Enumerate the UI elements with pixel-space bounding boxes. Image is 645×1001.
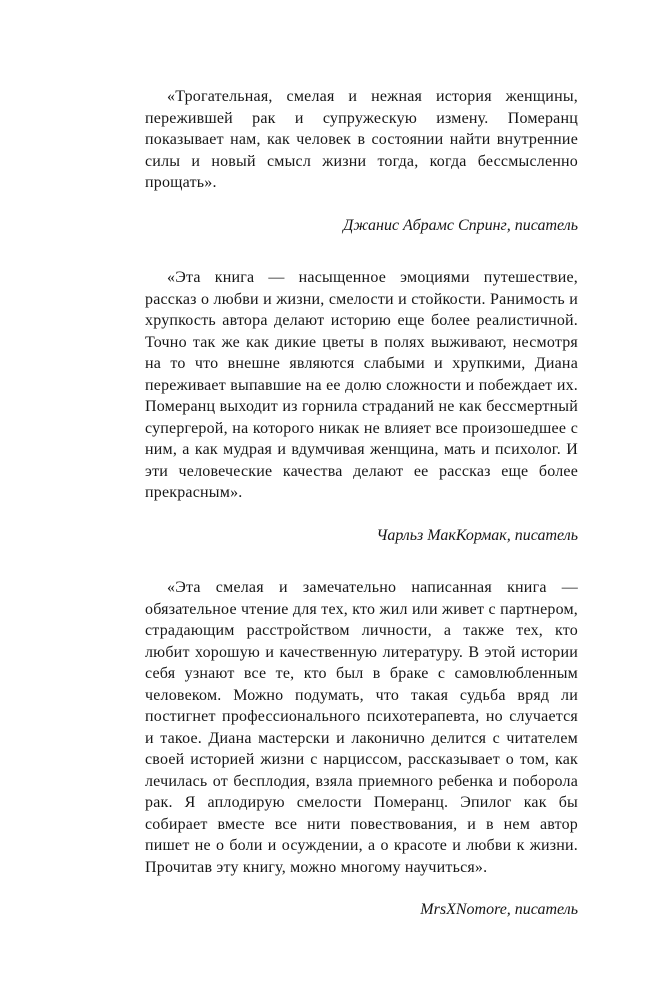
quote-block-3 xyxy=(145,577,578,921)
quote-block-1 xyxy=(145,86,578,236)
quote-attribution: Джанис Абрамс Спринг, писатель xyxy=(343,216,578,234)
quote-attribution: Чарльз МакКормак, писатель xyxy=(376,526,578,544)
quote-text: «Эта книга — насыщенное эмоциями путешествие, рассказ о любви и жизни, смелости и стойкости. Ранимость и хрупкость автора делают историю еще более реалистичной. Точно так же как дикие цветы в полях выживают, несмотря на то что внешне являются слабыми и хрупкими, Диана переживает выпавшие на ее долю сложности и побеждает их. Померанц выходит из горнила страданий не как бессмертный супергерой, на которого никак не влияет все произошедшее с ним, а как мудрая и вдумчивая женщина, мать и психолог. И эти человеческие качества делают ее рассказ еще более прекрасным». xyxy=(145,269,578,501)
quote-text: «Трогательная, смелая и нежная история женщины, пережившей рак и супружескую измену. Померанц показывает нам, как человек в состоянии найти внутренние силы и новый смысл жизни тогда, когда бессмысленно прощать». xyxy=(145,88,578,191)
quote-block-2 xyxy=(145,267,578,546)
quote-text: «Эта смелая и замечательно написанная книга — обязательное чтение для тех, кто жил или живет с партнером, страдающим расстройством личности, а также тех, кто любит хорошую и качественную литературу. В этой истории себя узнают все те, кто был в браке с самовлюбленным человеком. Можно подумать, что такая судьба вряд ли постигнет профессионального психотерапевта, но случается и такое. Диана мастерски и лаконично делится с читателем своей историей жизни с нарциссом, рассказывает о том, как лечилась от бесплодия, взяла приемного ребенка и поборола рак. Я аплодирую смелости Померанц. Эпилог как бы собирает вместе все нити повествования, и в нем автор пишет не о боли и осуждении, а о красоте и любви к жизни. Прочитав эту книгу, можно многому научиться». xyxy=(145,579,578,876)
quote-attribution: MrsXNomore, писатель xyxy=(420,901,578,918)
